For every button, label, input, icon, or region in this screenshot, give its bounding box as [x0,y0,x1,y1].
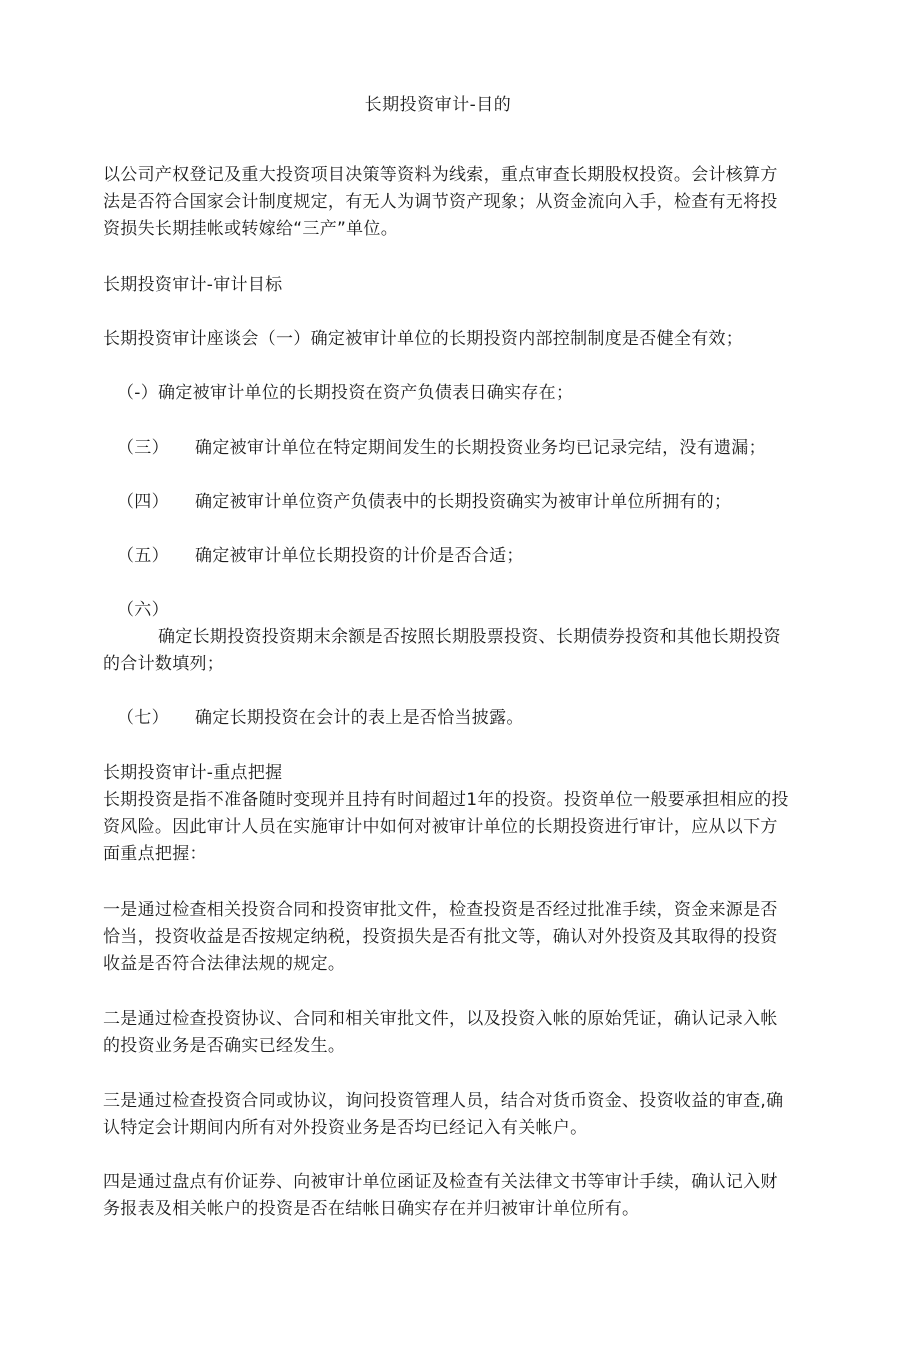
objective-text: 确定被审计单位长期投资的计价是否合适； [195,546,524,566]
objective-text: 确定长期投资在会计的表上是否恰当披露。 [195,708,524,728]
objective-item-5 [117,543,807,570]
objective-item-6-number [117,597,807,624]
objectives-heading: 长期投资审计-审计目标 [103,275,283,295]
objective-number: （七） [117,708,169,728]
objective-item-2 [117,380,807,407]
objective-number: （-） [117,383,159,403]
focus-point-3: 三是通过检查投资合同或协议，询问投资管理人员，结合对货币资金、投资收益的审查,确认特定会计期间内所有对外投资业务是否均已经记入有关帐户。 [103,1091,784,1138]
intro-paragraph: 以公司产权登记及重大投资项目决策等资料为线索，重点审查长期股权投资。会计核算方法是否符合国家会计制度规定，有无人为调节资产现象；从资金流向入手，检查有无将投资损失长期挂帐或转嫁给“三产”单位。 [103,165,778,239]
focus-heading: 长期投资审计-重点把握 [103,763,283,783]
objective-number: （六） [117,600,169,620]
objective-item-1: 长期投资审计座谈会（一）确定被审计单位的长期投资内部控制制度是否健全有效； [103,329,744,349]
objective-text: 确定被审计单位资产负债表中的长期投资确实为被审计单位所拥有的； [195,492,732,512]
objective-number: （三） [117,438,169,458]
focus-intro-paragraph: 长期投资是指不准备随时变现并且持有时间超过1年的投资。投资单位一般要承担相应的投资风险。因此审计人员在实施审计中如何对被审计单位的长期投资进行审计，应从以下方面重点把握： [103,790,789,864]
focus-point-2: 二是通过检查投资协议、合同和相关审批文件，以及投资入帐的原始凭证，确认记录入帐的投资业务是否确实已经发生。 [103,1009,778,1056]
page-title: 长期投资审计-目的 [364,95,512,115]
objective-number: （四） [117,492,169,512]
focus-point-4: 四是通过盘点有价证券、向被审计单位函证及检查有关法律文书等审计手续，确认记入财务报表及相关帐户的投资是否在结帐日确实存在并归被审计单位所有。 [103,1172,778,1219]
objective-text: 确定被审计单位在特定期间发生的长期投资业务均已记录完结，没有遗漏； [195,438,766,458]
focus-point-1: 一是通过检查相关投资合同和投资审批文件，检查投资是否经过批准手续，资金来源是否恰当，投资收益是否按规定纳税，投资损失是否有批文等，确认对外投资及其取得的投资收益是否符合法律法规的规定。 [103,900,778,974]
objective-item-4 [117,489,807,516]
objective-item-7 [117,705,807,732]
objective-number: （五） [117,546,169,566]
objective-item-6-text: 确定长期投资投资期末余额是否按照长期股票投资、长期债券投资和其他长期投资的合计数填列； [103,627,781,674]
objective-text: 确定被审计单位的长期投资在资产负债表日确实存在； [158,383,574,403]
objective-item-3 [117,435,807,462]
